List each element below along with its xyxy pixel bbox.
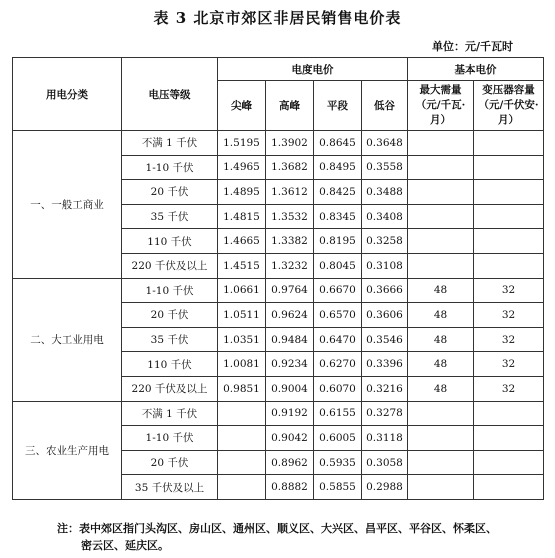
flat-cell: 0.5935	[314, 450, 362, 475]
valley-cell: 0.3488	[362, 180, 408, 205]
voltage-cell: 35 千伏	[122, 204, 218, 229]
footnote	[57, 520, 527, 554]
valley-cell: 0.3546	[362, 327, 408, 352]
capacity-cell	[474, 131, 544, 156]
flat-cell: 0.6670	[314, 278, 362, 303]
header-transformer-capacity: 变压器容量（元/千伏安·月）	[474, 81, 544, 131]
sharp-peak-cell: 1.4815	[218, 204, 266, 229]
max-demand-cell	[408, 204, 474, 229]
flat-cell: 0.6270	[314, 352, 362, 377]
sharp-peak-cell	[218, 450, 266, 475]
max-demand-cell	[408, 155, 474, 180]
flat-cell: 0.6470	[314, 327, 362, 352]
peak-cell: 1.3902	[266, 131, 314, 156]
voltage-cell: 220 千伏及以上	[122, 253, 218, 278]
peak-cell: 0.9042	[266, 426, 314, 451]
sharp-peak-cell: 1.5195	[218, 131, 266, 156]
flat-cell: 0.6005	[314, 426, 362, 451]
voltage-cell: 1-10 千伏	[122, 278, 218, 303]
peak-cell: 1.3232	[266, 253, 314, 278]
flat-cell: 0.6155	[314, 401, 362, 426]
sharp-peak-cell: 1.0661	[218, 278, 266, 303]
sharp-peak-cell: 1.0081	[218, 352, 266, 377]
flat-cell: 0.8045	[314, 253, 362, 278]
peak-cell: 0.9484	[266, 327, 314, 352]
voltage-cell: 35 千伏及以上	[122, 475, 218, 500]
capacity-cell: 32	[474, 376, 544, 401]
flat-cell: 0.6570	[314, 303, 362, 328]
footnote-line-1: 注：表中郊区指门头沟区、房山区、通州区、顺义区、大兴区、昌平区、平谷区、怀柔区、	[57, 522, 497, 535]
sharp-peak-cell: 1.0351	[218, 327, 266, 352]
capacity-cell: 32	[474, 278, 544, 303]
flat-cell: 0.8345	[314, 204, 362, 229]
max-demand-cell: 48	[408, 327, 474, 352]
flat-cell: 0.8645	[314, 131, 362, 156]
table-title: 表 3 北京市郊区非居民销售电价表	[153, 9, 402, 27]
voltage-cell: 20 千伏	[122, 180, 218, 205]
voltage-cell: 220 千伏及以上	[122, 376, 218, 401]
flat-cell: 0.5855	[314, 475, 362, 500]
sharp-peak-cell	[218, 475, 266, 500]
valley-cell: 0.3648	[362, 131, 408, 156]
voltage-cell: 不满 1 千伏	[122, 131, 218, 156]
header-category: 用电分类	[13, 58, 122, 131]
peak-cell: 1.3682	[266, 155, 314, 180]
max-demand-cell: 48	[408, 376, 474, 401]
valley-cell: 0.2988	[362, 475, 408, 500]
category-cell: 三、农业生产用电	[13, 401, 122, 499]
flat-cell: 0.8195	[314, 229, 362, 254]
valley-cell: 0.3118	[362, 426, 408, 451]
voltage-cell: 20 千伏	[122, 303, 218, 328]
max-demand-cell	[408, 475, 474, 500]
table-body	[13, 131, 544, 500]
capacity-cell	[474, 450, 544, 475]
sharp-peak-cell: 1.0511	[218, 303, 266, 328]
peak-cell: 1.3612	[266, 180, 314, 205]
tariff-table	[12, 57, 544, 500]
voltage-cell: 110 千伏	[122, 229, 218, 254]
max-demand-cell	[408, 426, 474, 451]
peak-cell: 0.9764	[266, 278, 314, 303]
category-cell: 二、大工业用电	[13, 278, 122, 401]
sharp-peak-cell: 1.4515	[218, 253, 266, 278]
valley-cell: 0.3558	[362, 155, 408, 180]
unit-label: 单位：元/千瓦时	[431, 40, 513, 53]
valley-cell: 0.3606	[362, 303, 408, 328]
flat-cell: 0.8425	[314, 180, 362, 205]
peak-cell: 0.9192	[266, 401, 314, 426]
max-demand-cell: 48	[408, 303, 474, 328]
voltage-cell: 1-10 千伏	[122, 426, 218, 451]
capacity-cell	[474, 401, 544, 426]
valley-cell: 0.3666	[362, 278, 408, 303]
valley-cell: 0.3216	[362, 376, 408, 401]
valley-cell: 0.3408	[362, 204, 408, 229]
peak-cell: 1.3532	[266, 204, 314, 229]
header-voltage: 电压等级	[122, 58, 218, 131]
valley-cell: 0.3278	[362, 401, 408, 426]
flat-cell: 0.8495	[314, 155, 362, 180]
peak-cell: 0.9624	[266, 303, 314, 328]
peak-cell: 0.8962	[266, 450, 314, 475]
capacity-cell	[474, 229, 544, 254]
header-valley: 低谷	[362, 81, 408, 131]
valley-cell: 0.3108	[362, 253, 408, 278]
table-row	[13, 131, 544, 156]
max-demand-cell: 48	[408, 352, 474, 377]
header-sharp-peak: 尖峰	[218, 81, 266, 131]
max-demand-cell	[408, 229, 474, 254]
voltage-cell: 35 千伏	[122, 327, 218, 352]
valley-cell: 0.3396	[362, 352, 408, 377]
capacity-cell: 32	[474, 303, 544, 328]
valley-cell: 0.3058	[362, 450, 408, 475]
valley-cell: 0.3258	[362, 229, 408, 254]
sharp-peak-cell: 1.4895	[218, 180, 266, 205]
capacity-cell: 32	[474, 352, 544, 377]
capacity-cell	[474, 253, 544, 278]
voltage-cell: 1-10 千伏	[122, 155, 218, 180]
voltage-cell: 110 千伏	[122, 352, 218, 377]
max-demand-cell	[408, 253, 474, 278]
flat-cell: 0.6070	[314, 376, 362, 401]
sharp-peak-cell: 1.4665	[218, 229, 266, 254]
max-demand-cell: 48	[408, 278, 474, 303]
table-row	[13, 278, 544, 303]
peak-cell: 0.9004	[266, 376, 314, 401]
max-demand-cell	[408, 401, 474, 426]
capacity-cell	[474, 155, 544, 180]
capacity-cell	[474, 475, 544, 500]
voltage-cell: 20 千伏	[122, 450, 218, 475]
capacity-cell	[474, 204, 544, 229]
footnote-line-2: 密云区、延庆区。	[81, 539, 169, 552]
sharp-peak-cell: 0.9851	[218, 376, 266, 401]
sharp-peak-cell	[218, 426, 266, 451]
voltage-cell: 不满 1 千伏	[122, 401, 218, 426]
capacity-cell	[474, 180, 544, 205]
header-peak: 高峰	[266, 81, 314, 131]
header-energy-price: 电度电价	[218, 58, 408, 81]
peak-cell: 0.8882	[266, 475, 314, 500]
capacity-cell	[474, 426, 544, 451]
header-flat: 平段	[314, 81, 362, 131]
max-demand-cell	[408, 180, 474, 205]
category-cell: 一、一般工商业	[13, 131, 122, 279]
max-demand-cell	[408, 450, 474, 475]
sharp-peak-cell: 1.4965	[218, 155, 266, 180]
peak-cell: 1.3382	[266, 229, 314, 254]
capacity-cell: 32	[474, 327, 544, 352]
max-demand-cell	[408, 131, 474, 156]
header-max-demand: 最大需量（元/千瓦·月）	[408, 81, 474, 131]
table-row	[13, 401, 544, 426]
sharp-peak-cell	[218, 401, 266, 426]
peak-cell: 0.9234	[266, 352, 314, 377]
header-basic-price: 基本电价	[408, 58, 544, 81]
